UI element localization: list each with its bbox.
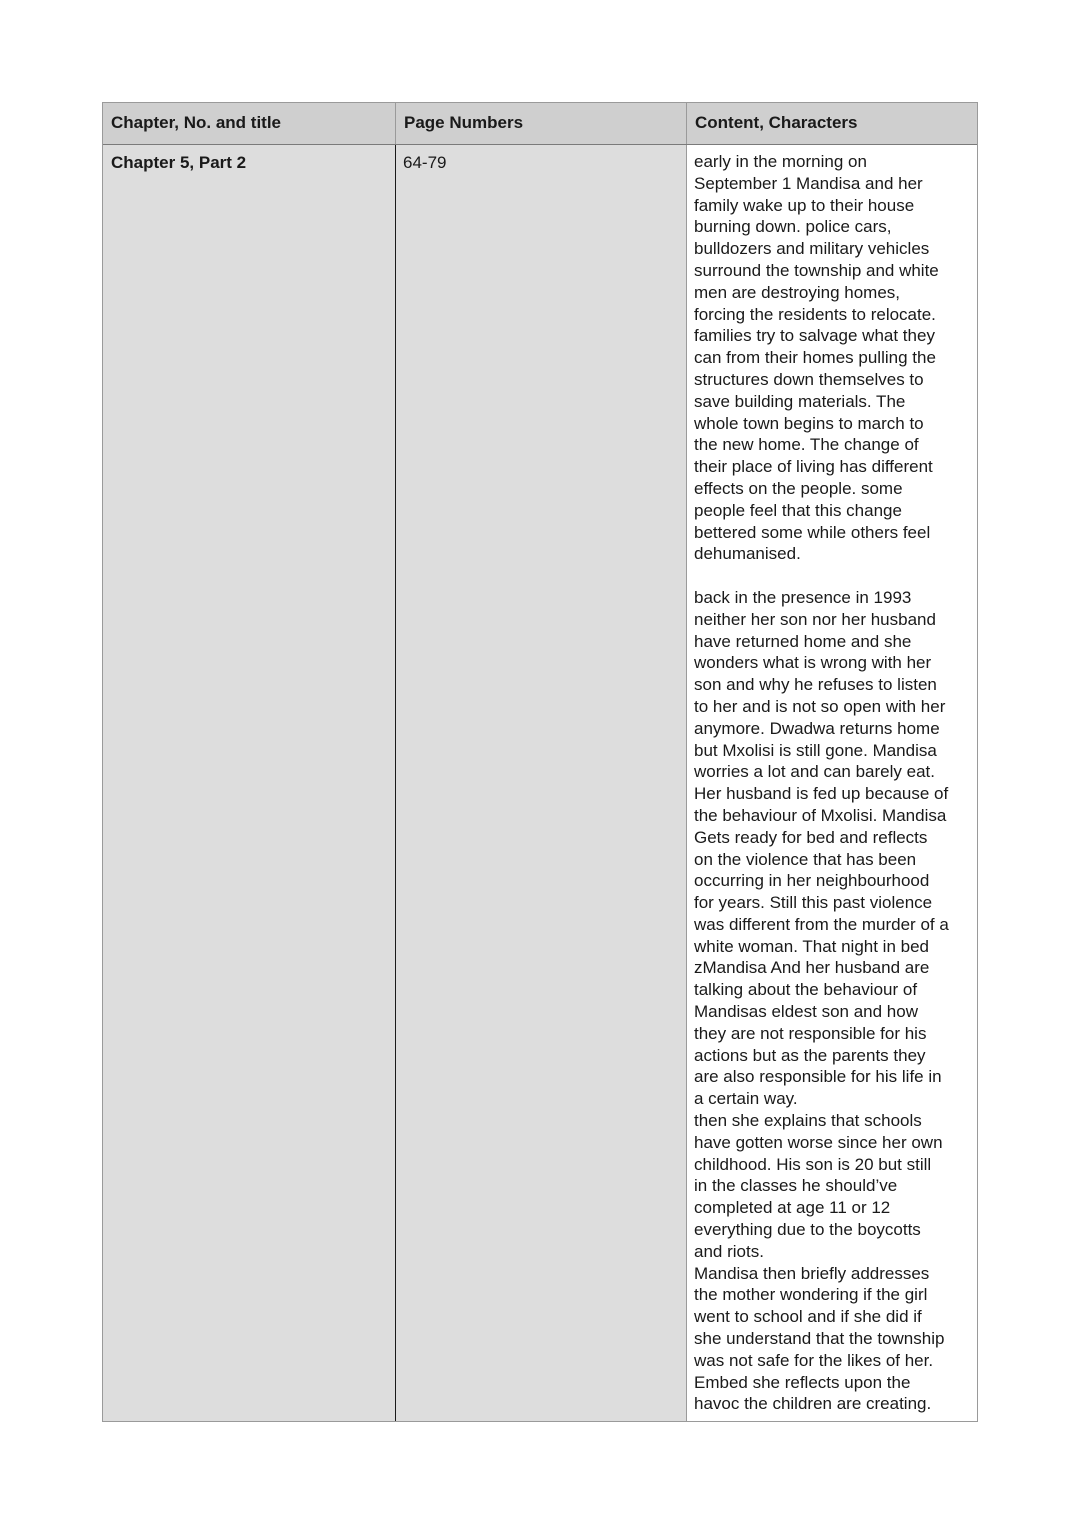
content-paragraph-1: early in the morning on September 1 Mandisa and her family wake up to their house burning down. police cars, bulldozers and military vehicles surround the township and white men are destroying homes, forcing the residents to relocate. families try to salvage what they can from their homes pulling the structures down themselves to save building materials. The whole town begins to march to the new home. The change of their place of living has different effects on the people. some people feel that this change bettered some while others feel dehumanised. xyxy=(694,152,939,564)
table-header-row xyxy=(103,103,977,145)
header-content-characters: Content, Characters xyxy=(686,103,977,144)
table-row xyxy=(103,145,977,1421)
cell-page-numbers: 64-79 xyxy=(395,145,686,1421)
header-chapter: Chapter, No. and title xyxy=(111,113,282,132)
cell-content xyxy=(686,145,977,1421)
content-paragraph-2: back in the presence in 1993 neither her son nor her husband have returned home and she wonders what is wrong with her son and why he refuses to listen to her and is not so open with her anymore. Dwadwa returns home but Mxolisi is still gone. Mandisa worries a lot and can barely eat. Her husband is fed up because of the behaviour of Mxolisi. Mandisa Gets ready for bed and reflects on the violence that has been occurring in her neighbourhood for years. Still this past violence was different from the murder of a white woman. That night in bed zMandisa And her husband are talking about the behaviour of Mandisas eldest son and how they are not responsible for his actions but as the parents they are also responsible for his life in a certain way. then she explains that schools have gotten worse since her own childhood. His son is 20 but still in the classes he should’ve completed at age 11 or 12 everything due to the boycotts and riots. Mandisa then briefly addresses the mother wondering if the girl went to school and if she did if she understand that the township was not safe for the likes of her. Embed she reflects upon the havoc the children are creating. xyxy=(694,587,949,1414)
chapter-summary-table xyxy=(102,102,978,1422)
header-page-numbers: Page Numbers xyxy=(395,103,686,144)
cell-chapter-title: Chapter 5, Part 2 xyxy=(103,145,395,1421)
